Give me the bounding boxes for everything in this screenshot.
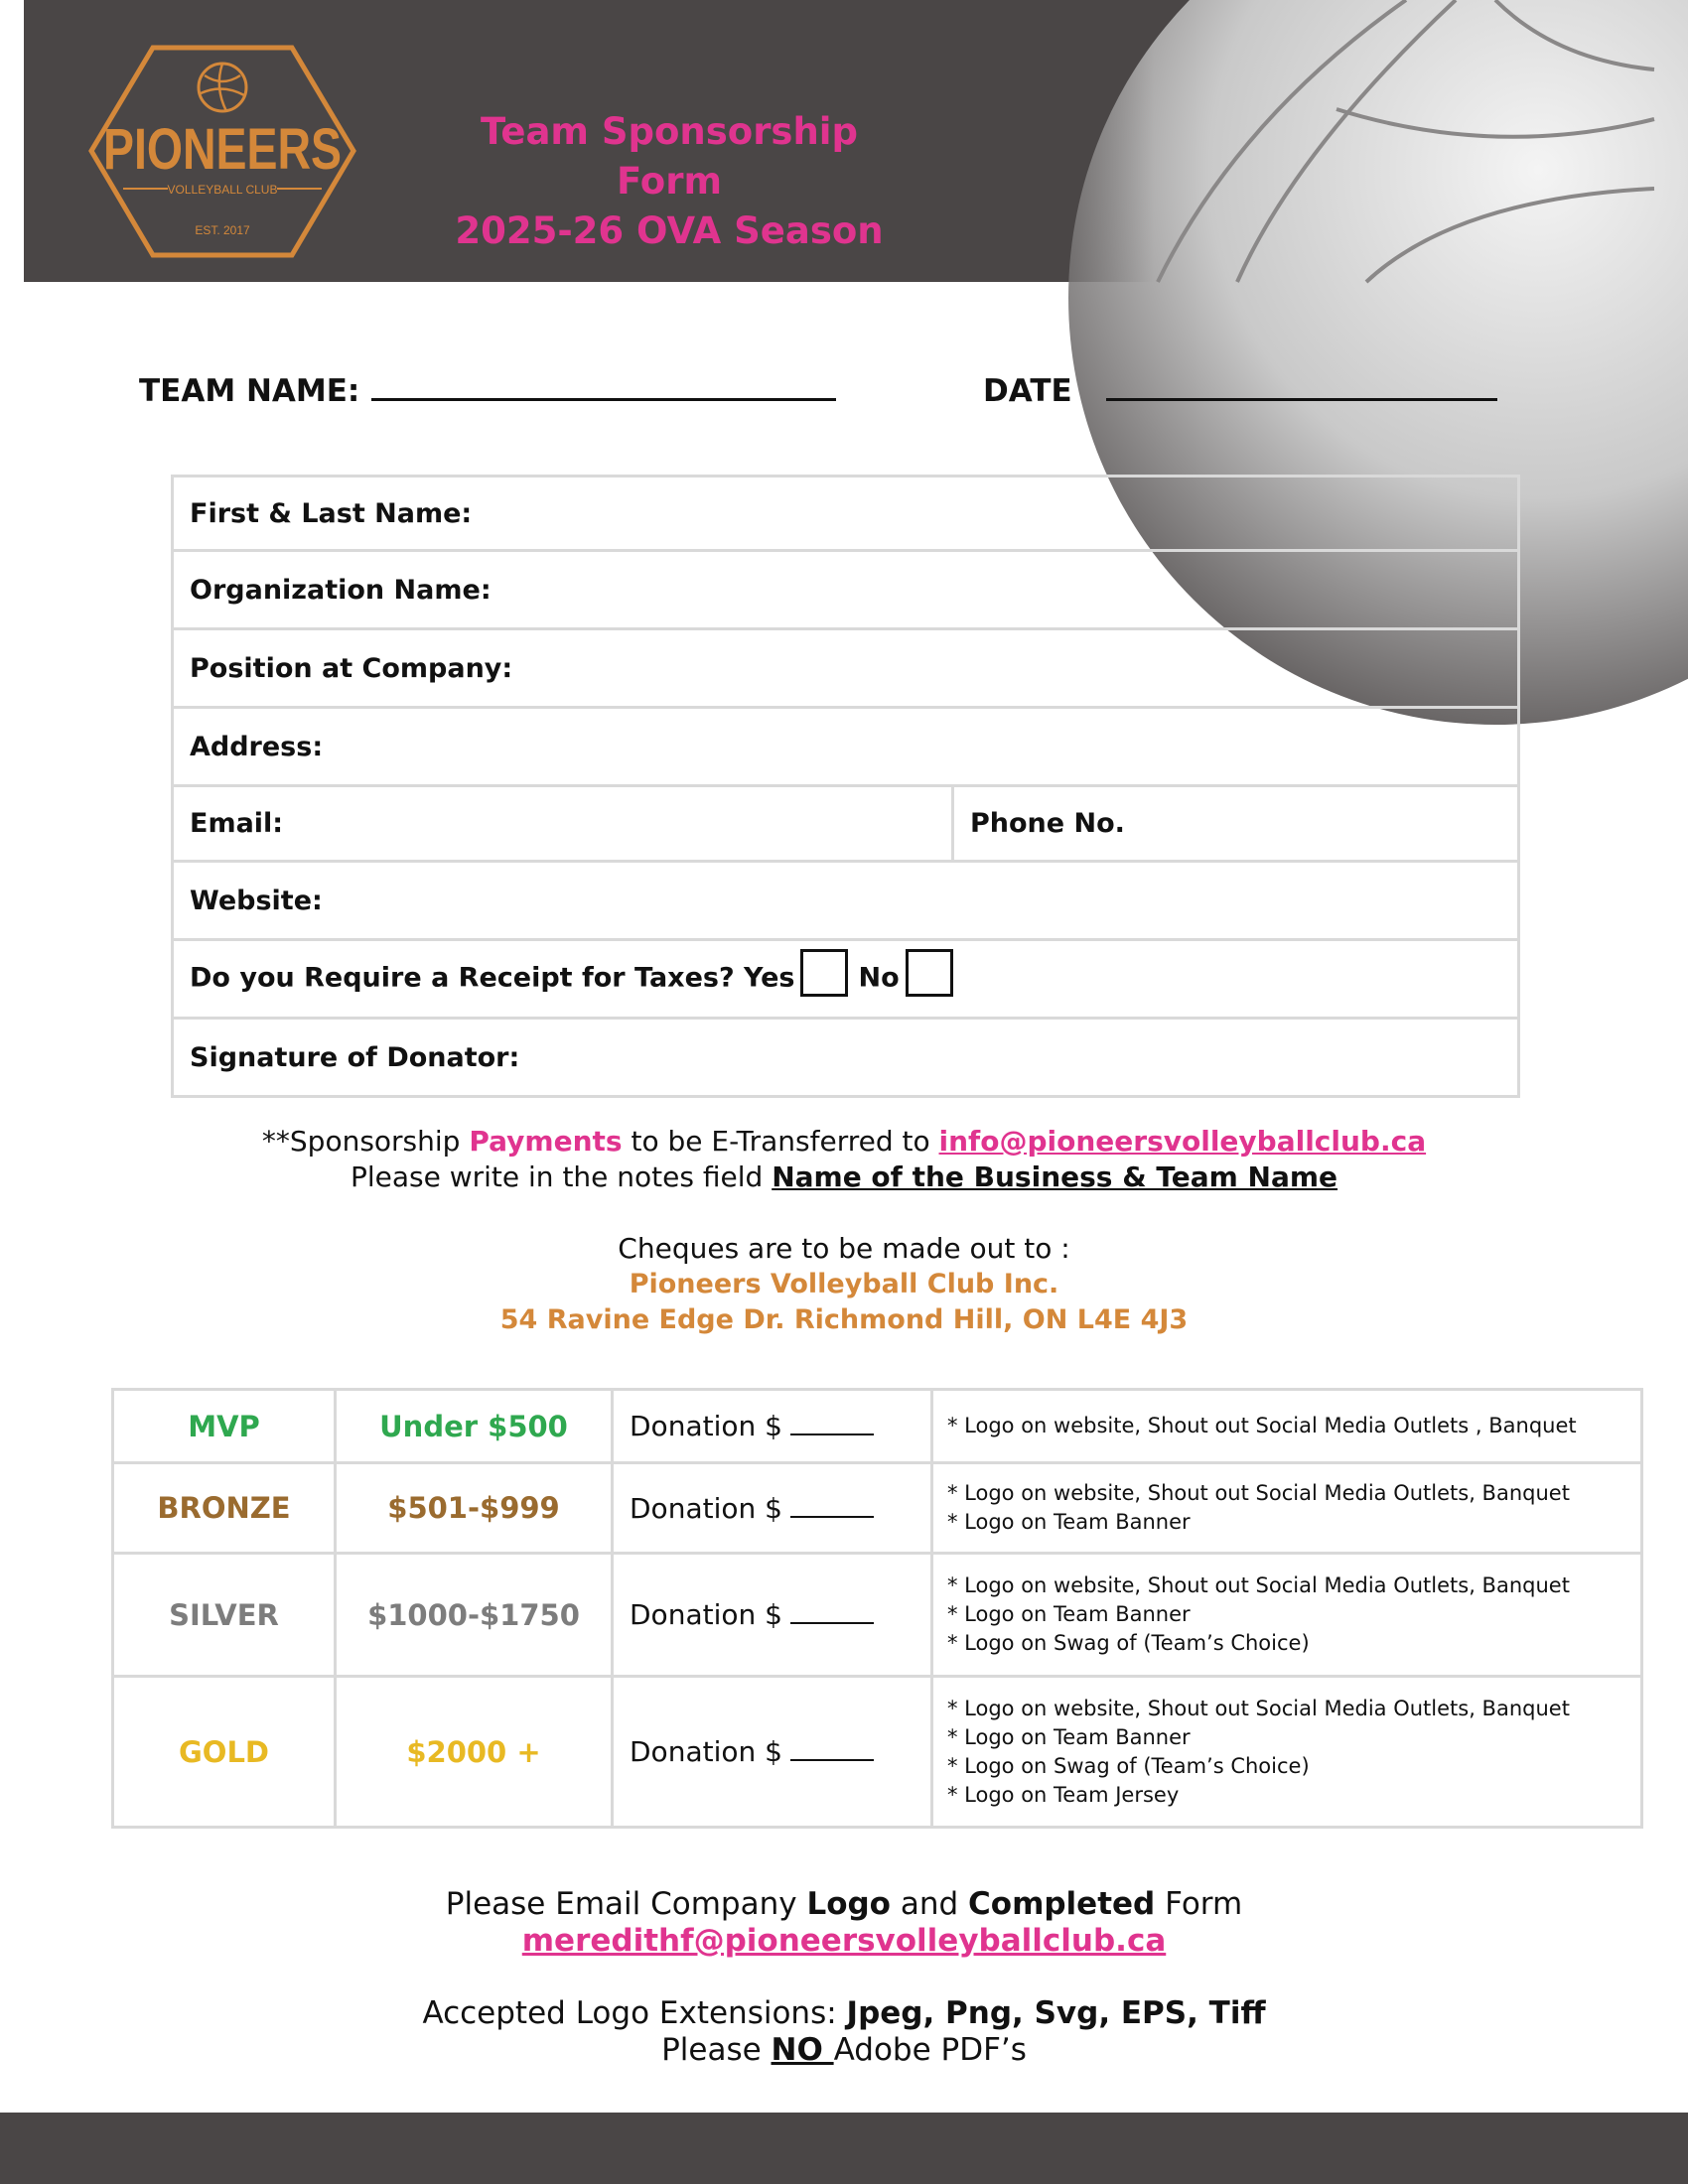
level-range: $2000 + (336, 1677, 613, 1828)
table-row (173, 708, 1519, 786)
position-field[interactable] (173, 629, 1519, 708)
cheques-label: Cheques are to be made out to : (618, 1232, 1070, 1265)
level-row-bronze (113, 1463, 1642, 1554)
logo-est: EST. 2017 (195, 223, 250, 237)
benefit-item: * Logo on website, Shout out Social Media Outlets, Banquet (947, 1696, 1570, 1720)
name-label: First & Last Name: (190, 497, 473, 529)
benefit-item: * Logo on Swag of (Team’s Choice) (947, 1631, 1310, 1655)
website-field[interactable] (173, 862, 1519, 940)
name-field[interactable] (173, 477, 1519, 551)
address-field[interactable] (173, 708, 1519, 786)
header-banner (24, 0, 1654, 282)
notes-prefix: Please write in the notes field (350, 1160, 773, 1193)
receipt-yes-checkbox[interactable] (800, 949, 848, 997)
email-label: Email: (190, 808, 284, 839)
level-benefits (932, 1677, 1642, 1828)
sponsor-info-table (171, 475, 1520, 1098)
email-field[interactable] (173, 786, 953, 862)
extensions-label: Accepted Logo Extensions: (422, 1995, 847, 2031)
organization-field[interactable] (173, 551, 1519, 629)
receipt-question: Do you Require a Receipt for Taxes? Yes (190, 962, 795, 994)
table-row (173, 786, 1519, 862)
level-name: MVP (113, 1390, 336, 1463)
website-label: Website: (190, 885, 323, 916)
payment-prefix: **Sponsorship (261, 1125, 470, 1158)
title-line-2: 2025-26 OVA Season (455, 209, 884, 252)
volleyball-icon (939, 0, 1654, 282)
table-row (173, 1019, 1519, 1097)
pdf-no: NO (771, 2032, 834, 2068)
level-range: $501-$999 (336, 1463, 613, 1554)
form-word: Form (1155, 1886, 1243, 1922)
level-benefits (932, 1554, 1642, 1677)
contact-email-link[interactable]: meredithf@pioneersvolleyballclub.ca (521, 1923, 1167, 1959)
extensions-list: Jpeg, Png, Svg, EPS, Tiff (846, 1995, 1266, 2031)
cheques-payee: Pioneers Volleyball Club Inc. (629, 1269, 1059, 1299)
level-row-silver (113, 1554, 1642, 1677)
completed-word: Completed (968, 1886, 1156, 1922)
title-line-1: Team Sponsorship Form (481, 110, 858, 203)
benefit-item: * Logo on website, Shout out Social Media Outlets, Banquet (947, 1481, 1570, 1505)
date-label: DATE (983, 373, 1072, 409)
level-name: GOLD (113, 1677, 336, 1828)
signature-label: Signature of Donator: (190, 1041, 520, 1073)
address-label: Address: (190, 731, 324, 762)
logo-word: Logo (806, 1886, 891, 1922)
level-range: $1000-$1750 (336, 1554, 613, 1677)
phone-label: Phone No. (970, 808, 1125, 839)
team-name-label: TEAM NAME: (139, 373, 360, 409)
etransfer-email-link[interactable]: info@pioneersvolleyballclub.ca (938, 1125, 1427, 1158)
extensions-line (0, 1995, 1688, 2032)
payment-middle: to be E-Transferred to (622, 1125, 939, 1158)
organization-label: Organization Name: (190, 574, 492, 606)
benefit-item: * Logo on Team Jersey (947, 1782, 1180, 1807)
donation-field[interactable] (613, 1554, 932, 1677)
cheque-instructions (0, 1231, 1688, 1338)
logo-text: PIONEERS (103, 117, 342, 182)
benefit-item: * Logo on website, Shout out Social Media Outlets , Banquet (947, 1414, 1577, 1437)
team-name-line[interactable] (371, 363, 836, 401)
footer-bar (0, 2113, 1688, 2184)
level-name: SILVER (113, 1554, 336, 1677)
payment-instructions (0, 1124, 1688, 1195)
signature-field[interactable] (173, 1019, 1519, 1097)
table-row (173, 629, 1519, 708)
notes-emphasis: Name of the Business & Team Name (772, 1160, 1338, 1193)
donation-field[interactable] (613, 1390, 932, 1463)
and-word: and (890, 1886, 969, 1922)
donation-blank (790, 1759, 874, 1761)
date-line[interactable] (1106, 361, 1497, 401)
pioneers-logo (83, 40, 361, 263)
receipt-no-checkbox[interactable] (906, 949, 953, 997)
level-range: Under $500 (336, 1390, 613, 1463)
level-row-gold (113, 1677, 1642, 1828)
pdf-line (0, 2032, 1688, 2069)
payment-line (0, 1124, 1688, 1160)
table-row (173, 551, 1519, 629)
donation-label: Donation $ (630, 1735, 782, 1768)
extensions-info (0, 1995, 1688, 2069)
donation-blank (790, 1516, 874, 1518)
benefit-item: * Logo on Team Banner (947, 1602, 1191, 1626)
benefit-item: * Logo on Swag of (Team’s Choice) (947, 1753, 1310, 1778)
logo-subtext: VOLLEYBALL CLUB (167, 183, 278, 197)
payments-word: Payments (469, 1125, 623, 1158)
level-benefits (932, 1390, 1642, 1463)
level-name: BRONZE (113, 1463, 336, 1554)
donation-blank (790, 1433, 874, 1435)
table-row (173, 477, 1519, 551)
donation-label: Donation $ (630, 1410, 782, 1442)
table-row (173, 862, 1519, 940)
pdf-suffix: Adobe PDF’s (833, 2032, 1027, 2068)
email-instructions (0, 1886, 1688, 1960)
receipt-no-label: No (858, 962, 900, 994)
donation-label: Donation $ (630, 1491, 782, 1525)
notes-line (0, 1160, 1688, 1195)
email-prefix: Please Email Company (445, 1886, 807, 1922)
pdf-prefix: Please (661, 2032, 772, 2068)
benefit-item: * Logo on Team Banner (947, 1724, 1191, 1749)
donation-field[interactable] (613, 1463, 932, 1554)
sponsorship-levels-table (111, 1388, 1643, 1829)
receipt-field (173, 940, 1519, 1019)
email-instructions-line (0, 1886, 1688, 1923)
phone-field[interactable] (953, 786, 1519, 862)
level-benefits (932, 1463, 1642, 1554)
donation-field[interactable] (613, 1677, 932, 1828)
position-label: Position at Company: (190, 652, 513, 684)
donation-label: Donation $ (630, 1598, 782, 1631)
table-row (173, 940, 1519, 1019)
donation-blank (790, 1622, 874, 1624)
team-name-field (139, 363, 836, 409)
date-field (983, 361, 1497, 409)
page-title (431, 107, 908, 256)
cheques-address: 54 Ravine Edge Dr. Richmond Hill, ON L4E 4J3 (499, 1304, 1189, 1335)
level-row-mvp (113, 1390, 1642, 1463)
benefit-item: * Logo on Team Banner (947, 1510, 1191, 1534)
benefit-item: * Logo on website, Shout out Social Media Outlets, Banquet (947, 1573, 1570, 1597)
